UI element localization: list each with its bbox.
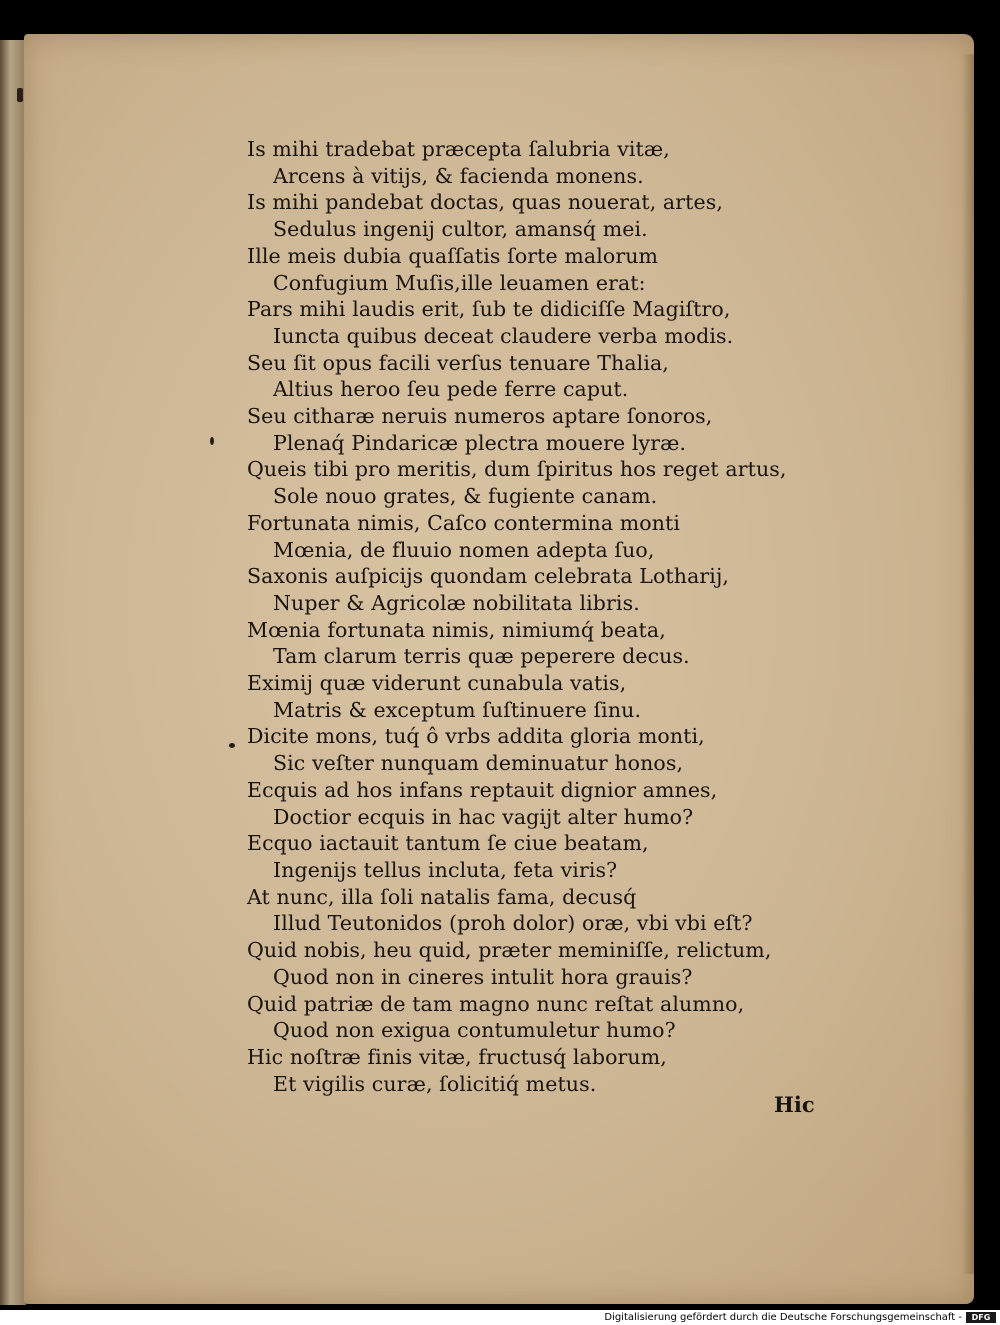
book-page — [24, 34, 974, 1304]
verse-line: Sedulus ingenij cultor, amansq́ mei. — [273, 217, 648, 242]
digitization-footer — [0, 1310, 1000, 1325]
verse-line: Nuper & Agricolæ nobilitata libris. — [273, 590, 640, 615]
ink-speck — [210, 437, 214, 445]
verse-line: Is mihi tradebat præcepta ſalubria vitæ, — [247, 137, 670, 161]
verse-line: Ille meis dubia quaſſatis ſorte malorum — [247, 243, 659, 268]
verse-line: Iuncta quibus deceat claudere verba modis. — [273, 323, 734, 348]
ink-speck — [229, 743, 235, 748]
verse-line: Seu citharæ neruis numeros aptare ſonoros, — [247, 404, 713, 429]
verse-line: Sic veſter nunquam deminuatur honos, — [273, 751, 684, 776]
verse-line: Ecquo iactauit tantum ſe ciue beatam, — [247, 831, 649, 856]
catchword: Hic — [774, 1092, 815, 1117]
verse-line: Quid patriæ de tam magno nunc reſtat alumno, — [247, 991, 745, 1016]
verse-line: Is mihi pandebat doctas, quas nouerat, artes, — [247, 190, 723, 215]
verse-line: Ingenijs tellus incluta, feta viris? — [273, 857, 618, 882]
verse-line: Ecquis ad hos infans reptauit dignior amnes, — [247, 777, 718, 802]
verse-line: Sole nouo grates, & fugiente canam. — [273, 484, 658, 509]
verse-line: Plenaq́ Pindaricæ plectra mouere lyræ. — [273, 430, 687, 455]
verse-line: Illud Teutonidos (proh dolor) oræ, vbi vbi eſt? — [273, 911, 753, 936]
verse-line: Quod non exigua contumuletur humo? — [273, 1018, 676, 1043]
verse-line: Queis tibi pro meritis, dum ſpiritus hos reget artus, — [247, 457, 787, 482]
verse-line: Hic noſtræ finis vitæ, fructusq́ laborum, — [247, 1044, 667, 1069]
verse-block — [247, 136, 847, 1097]
verse-line: Tam clarum terris quæ peperere decus. — [273, 644, 690, 669]
binding-mark — [17, 88, 23, 102]
verse-line: Matris & exceptum ſuſtinuere ſinu. — [273, 697, 642, 722]
verse-line: Quod non in cineres intulit hora grauis? — [273, 964, 693, 989]
verse-line: Fortunata nimis, Caſco contermina monti — [247, 510, 681, 535]
verse-line: Mœnia fortunata nimis, nimiumq́ beata, — [247, 617, 666, 642]
footer-credit: Digitalisierung gefördert durch die Deutsche Forschungsgemeinschaft - — [604, 1312, 962, 1323]
verse-line: Confugium Muſis,ille leuamen erat: — [273, 270, 646, 295]
verse-line: Saxonis auſpicijs quondam celebrata Lotharij, — [247, 564, 730, 589]
dfg-logo: DFG — [966, 1312, 996, 1323]
verse-line: Mœnia, de fluuio nomen adepta ſuo, — [273, 537, 655, 562]
verse-line: Dicite mons, tuq́ ô vrbs addita gloria monti, — [247, 724, 705, 749]
verse-line: At nunc, illa ſoli natalis fama, decusq́ — [247, 884, 637, 909]
verse-line: Pars mihi laudis erit, ſub te didiciſſe Magiſtro, — [247, 297, 731, 322]
verse-line: Doctior ecquis in hac vagijt alter humo? — [273, 804, 694, 829]
verse-line: Seu ſit opus facili verſus tenuare Thalia, — [247, 350, 669, 375]
facing-page-edge — [0, 40, 26, 1305]
verse-line: Quid nobis, heu quid, præter meminiſſe, relictum, — [247, 938, 772, 963]
verse-line: Arcens à vitijs, & facienda monens. — [273, 163, 644, 188]
verse-line: Eximij quæ viderunt cunabula vatis, — [247, 671, 627, 696]
verse-line: Altius heroo ſeu pede ferre caput. — [273, 377, 629, 402]
page-right-edge — [962, 54, 974, 1274]
verse-line: Et vigilis curæ, ſolicitiq́ metus. — [273, 1071, 597, 1096]
